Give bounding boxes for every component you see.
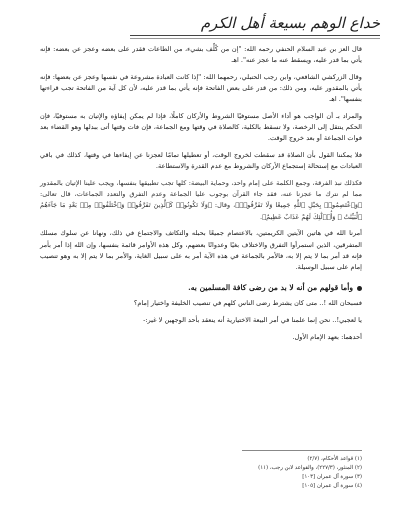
header-rule-thin (130, 38, 380, 39)
paragraph-5: فكذلك نبذ الفرقة، وجمع الكلمة على إمام واحد، وحماية البيضة: كلها تجب تطبيقها بنفسها، ويجب علينا الإتيان بالمقدور مما لم نترك ما عجزنا عنه، فقد جاء القرآن بوجوب عليا الجماعة وعدم التفرق والتعدد الجماعات، قال تعالى: ﴿وَٱعْتَصِمُوا۟ بِحَبْلِ ٱللَّهِ جَمِيعًا وَلَا تَفَرَّقُوا۟﴾، وقال: ﴿وَلَا تَكُونُوا۟ كَٱلَّذِينَ تَفَرَّقُوا۟ وَٱخْتَلَفُوا۟ مِنۢ بَعْدِ مَا جَآءَهُمُ ٱلْبَيِّنَٰتُ ۚ وَأُو۟لَٰٓئِكَ لَهُمْ عَذَابٌ عَظِيمٌ﴾. (40, 179, 362, 221)
page-header (130, 6, 380, 40)
tail-paragraph-2: يا لعجبي!.. نحن إنما علمنا في أمر البيعة الاختيارية أنه ينعقد بأحد الوجهين لا غير:- (143, 316, 362, 325)
bullet-dot-icon (357, 286, 362, 291)
footnotes (40, 455, 362, 491)
paragraph-6: أمرنا الله في هاتين الآيتين الكريمتين، بالاعتصام جميعًا بحبله والتكاتف والاجتماع في ذلك، ونهانا عن سلوك مسلك المتفرقين، الذين استمرأوا التفرق والاختلاف بغيًا وعدوانًا بعضهم، وكل هذه الأوامر قائمة بنفسها، وإن الله إذا أمر بأمر فإنه قد أمر بما لا يتم إلا به، فالأمر بالجماعة في هذه الآية أمر به على سبيل الغاية، والأمر بما لا يتم إلا به وهو تنصيب إمام على سبيل الوسيلة. (40, 229, 362, 271)
footnote-1: (١) قواعد الأحكام، (٢/٧) (307, 456, 362, 462)
tail-paragraph-1: فسبحان الله !.. متى كان يشترط رضى الناس كلهم في تنصيب الخليفة واختيار إمام؟ (133, 299, 362, 308)
footnote-2: (٢) المنثور، (٢٢٧/٣)، والقواعد لابن رجب، (١١) (258, 465, 362, 471)
header-title: خداع الوهم بسيعة أهل الكرم (200, 14, 380, 32)
header-rule (130, 35, 380, 36)
tail-paragraph-3: أحدهما: بعهد الإمام الأول. (292, 332, 362, 341)
footnote-4: (٤) سورة آل عمران [١٠٥] (302, 483, 362, 489)
paragraph-3: والمراد بـ أن الواجب هو أداء الأصل مستوفيًا الشروط والأركان كاملًا، فإذا لم يمكن إيفاؤه والإتيان به مستوفيًا، فإن الحكم ينتقل إلى الرخصة، ولا تسقط بالكلية، كالصلاة في وقتها ومع الجماعة، فإن فات وقتها أتى ببدلها وهو القضاء بعد فوات الجماعة أو بعد خروج الوقت. (40, 112, 362, 143)
document-body (40, 44, 362, 348)
section-heading-text: وأما قولهم من أنه لا بد من رضى كافة المسلمين به. (188, 283, 353, 293)
section-heading (40, 282, 362, 293)
paragraph-1: قال العز بن عبد السلام الحنفي رحمه الله: "إن من كُلِّف بشيء، من الطاعات فقدر على بعضه وعجز عن بعضه: فإنه يأتي بما قدر عليه، ويسقط عنه ما عجز عنه". اهـ (40, 45, 362, 65)
paragraph-4: فلا يمكننا القول بأن الصلاة قد سقطت لخروج الوقت، أو تعطيلها تمامًا لعجزنا عن إيفاءها في وقتها، كذلك في باقي العبادات مع إستحالة إستجماع الأركان والشروط مع عدم القدرة والاستطاعة. (40, 151, 362, 171)
paragraph-2: وقال الزركشي الشافعي، وابن رجب الحنبلي، رحمهما الله: "إذا كانت العبادة مشروعة في نفسها وعجز عن بعضها: فإنه يأتي بالمقدور عليه، ومن ذلك: من قدر على بعض الفاتحة فإنه يأتي بما قدر عليه، لأن كل آية من الفاتحة تجب قراءتها بنفسها". اهـ (40, 72, 362, 104)
footnote-rule (242, 450, 362, 451)
footnote-3: (٣) سورة آل عمران [١٠٣] (302, 474, 362, 480)
